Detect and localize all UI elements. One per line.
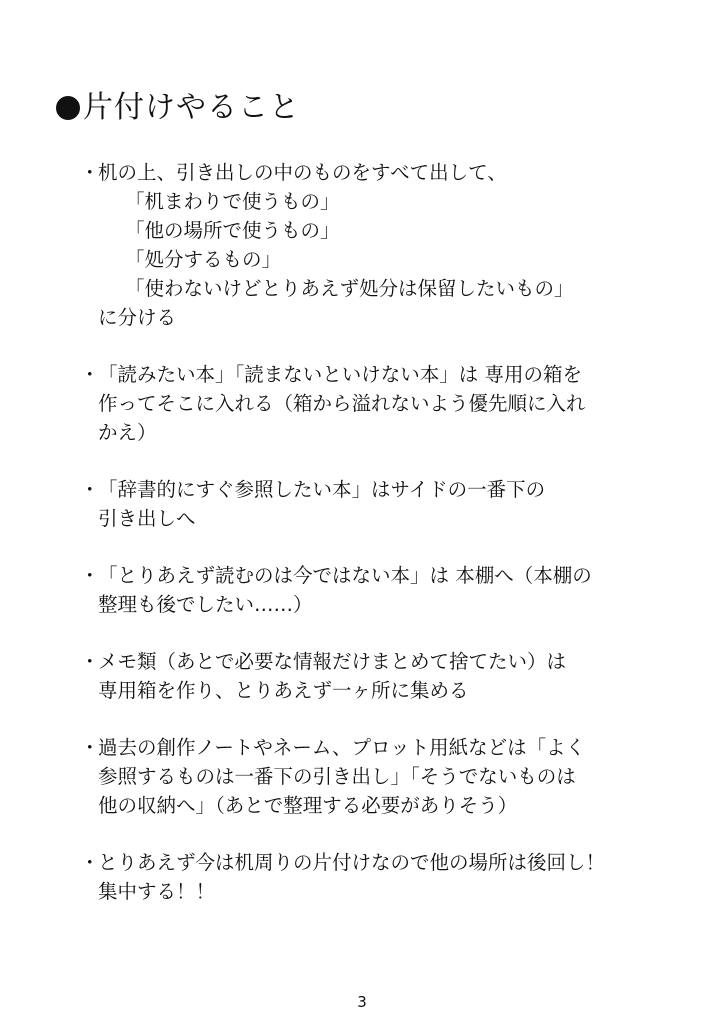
black-circle-bullet-icon xyxy=(56,96,80,120)
item-line: かえ） xyxy=(98,421,157,444)
section-heading xyxy=(56,86,300,130)
item-line: 引き出しへ xyxy=(98,507,196,530)
list-bullet: ・ xyxy=(80,478,100,501)
item-line: 「机まわりで使うもの」 xyxy=(125,190,340,213)
list-item xyxy=(80,475,680,533)
item-line: 他の収納へ」（あとで整理する必要がありそう） xyxy=(98,794,518,817)
page-number: 3 xyxy=(357,993,367,1011)
item-line: 「処分するもの」 xyxy=(125,248,282,271)
item-line: に分ける xyxy=(98,306,177,329)
item-line: 机の上、引き出しの中のものをすべて出して、 xyxy=(98,161,507,184)
list-item xyxy=(80,158,680,332)
list-item xyxy=(80,561,680,619)
item-line: メモ類（あとで必要な情報だけまとめて捨てたい）は xyxy=(98,650,567,673)
item-line: とりあえず今は机周りの片付けなので他の場所は後回し！ xyxy=(98,851,606,874)
item-line: 専用箱を作り、とりあえず一ヶ所に集める xyxy=(98,679,469,702)
item-line: 「他の場所で使うもの」 xyxy=(125,219,340,242)
list-bullet: ・ xyxy=(80,650,100,673)
list-item xyxy=(80,647,680,705)
list-bullet: ・ xyxy=(80,564,100,587)
item-line: 参照するものは一番下の引き出し」「そうでないものは xyxy=(98,765,576,788)
list-bullet: ・ xyxy=(80,736,100,759)
item-line: 集中する！！ xyxy=(98,880,216,903)
item-line: 過去の創作ノートやネーム、プロット用紙などは「よく xyxy=(98,736,586,759)
item-line: 「とりあえず読むのは今ではない本」は 本棚へ（本棚の xyxy=(98,564,592,587)
item-line: 作ってそこに入れる（箱から溢れないよう優先順に入れ xyxy=(98,392,586,415)
todo-list xyxy=(80,158,680,906)
item-line: 「辞書的にすぐ参照したい本」はサイドの一番下の xyxy=(98,478,546,501)
list-item xyxy=(80,848,680,906)
list-item xyxy=(80,733,680,820)
item-line: 「使わないけどとりあえず処分は保留したいもの」 xyxy=(125,277,574,300)
list-bullet: ・ xyxy=(80,363,100,386)
item-line: 整理も後でしたい……） xyxy=(98,593,313,616)
list-bullet: ・ xyxy=(80,161,100,184)
list-item xyxy=(80,360,680,447)
list-bullet: ・ xyxy=(80,851,100,874)
item-line: 「読みたい本」「読まないといけない本」は 専用の箱を xyxy=(98,363,582,386)
heading-text: 片付けやること xyxy=(83,90,300,125)
